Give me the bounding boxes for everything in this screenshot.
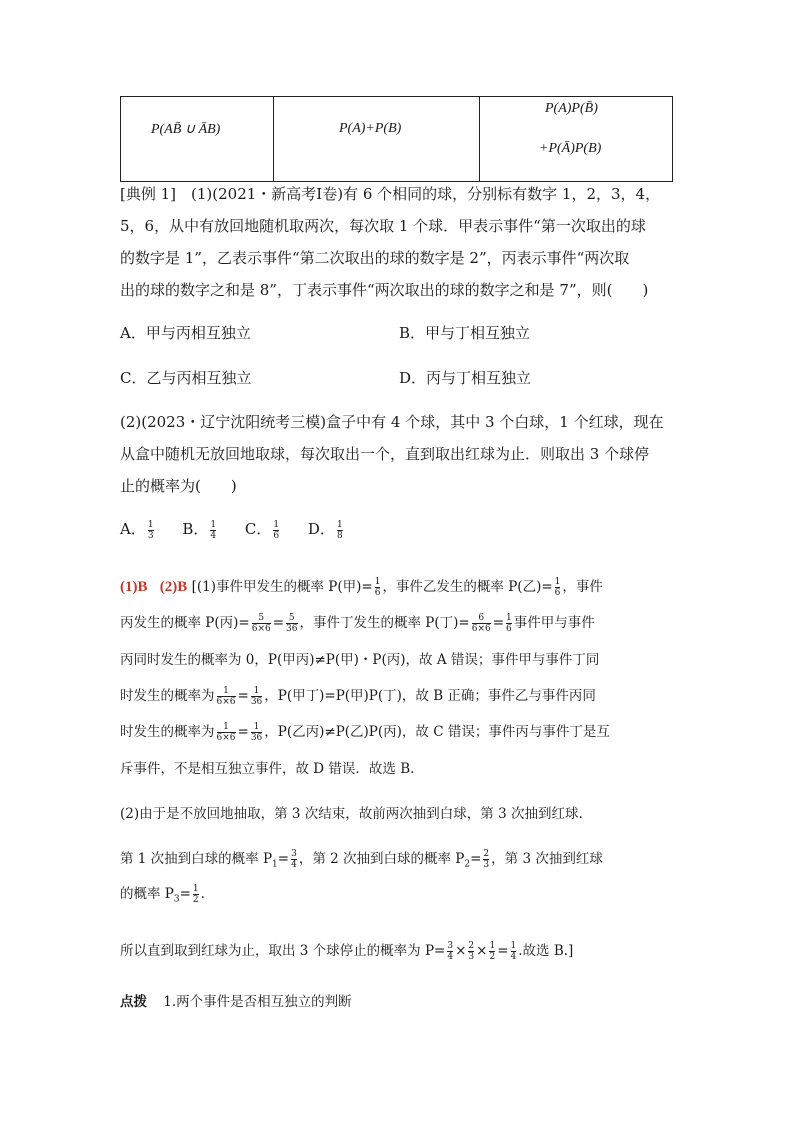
table-divider	[479, 97, 480, 181]
solution-line: 时发生的概率为 $\frac{1}{6\times 6}$ = $\frac{1}{36}$ ，P(乙丙)≠P(乙)P(丙)，故 C 错误；事件丙与事件丁是互	[120, 722, 610, 743]
solution2-line: 所以直到取到红球为止，取出 3 个球停止的概率为 P= $\frac{3}{4}$ × $\frac{2}{3}$ × $\frac{1}{2}$ = $\frac{1}{4}$ .故选 B.]	[120, 941, 574, 962]
option-b: B．甲与丁相互独立	[399, 324, 531, 342]
table-cell-1: P(AB̄ ∪ ĀB)	[151, 122, 221, 137]
question2-options	[120, 518, 345, 541]
solution2-line: 的概率 $P_3=$ $\frac{1}{2}$ .	[120, 884, 205, 905]
option-d: D．丙与丁相互独立	[399, 369, 532, 387]
example-line: 出的球的数字之和是 8”，丁表示事件“两次取出的球的数字之和是 7”，则( )	[120, 281, 649, 299]
example-line: 5，6，从中有放回地随机取两次，每次取 1 个球．甲表示事件“第一次取出的球	[120, 217, 646, 235]
tip-text: 1.两个事件是否相互独立的判断	[163, 994, 352, 1010]
solution2-line: (2)由于是不放回地抽取，第 3 次结束，故前两次抽到白球，第 3 次抽到红球.	[120, 806, 583, 822]
probability-table	[120, 96, 673, 182]
tip-line	[120, 990, 352, 1010]
option-a: A．甲与丙相互独立	[120, 324, 251, 342]
example-line: [典例 1] (1)(2021・新高考Ⅰ卷)有 6 个相同的球，分别标有数字 1，2，3，4，	[120, 185, 661, 203]
q2-option-b: B． $\frac{1}{4}$	[182, 519, 217, 541]
option-c: C．乙与丙相互独立	[120, 369, 252, 387]
solution-line: (1)B (2)B [(1)事件甲发生的概率 P(甲)= $\frac{1}{6}$ ，事件乙发生的概率 P(乙)= $\frac{1}{6}$ ，事件	[120, 577, 603, 598]
table-cell-2: P(A)+P(B)	[339, 121, 402, 136]
solution-line: 丙发生的概率 P(丙)= $\frac{5}{6\times 6}$ = $\frac{5}{36}$ ，事件丁发生的概率 P(丁)= $\frac{6}{6\times 6}$ = $\frac{1}{6}$ 事件甲与事件	[120, 613, 595, 634]
question2-line: (2)(2023・辽宁沈阳统考三模)盒子中有 4 个球，其中 3 个白球，1 个红球，现在	[120, 413, 664, 431]
example-line: 的数字是 1”，乙表示事件“第二次取出的球的数字是 2”，丙表示事件“两次取	[120, 249, 630, 267]
answer-2: (2)B	[159, 579, 188, 595]
tip-label: 点拨	[120, 994, 147, 1010]
table-cell-3-line1: P(A)P(B̄)	[545, 101, 598, 116]
question2-line: 从盒中随机无放回地取球，每次取出一个，直到取出红球为止．则取出 3 个球停	[120, 445, 650, 463]
table-cell-3-line2: +P(Ā)P(B)	[539, 141, 602, 156]
table-divider	[273, 97, 274, 181]
solution-line: 斥事件，不是相互独立事件，故 D 错误．故选 B.	[120, 761, 415, 777]
q2-option-a: A． $\frac{1}{3}$	[120, 519, 154, 541]
q2-option-c: C． $\frac{1}{6}$	[244, 519, 280, 541]
solution-line: 丙同时发生的概率为 0，P(甲丙)≠P(甲)・P(丙)，故 A 错误；事件甲与事件丁同	[120, 652, 600, 668]
solution-line: 时发生的概率为 $\frac{1}{6\times 6}$ = $\frac{1}{36}$ ，P(甲丁)=P(甲)P(丁)，故 B 正确；事件乙与事件丙同	[120, 686, 596, 707]
solution2-line: 第 1 次抽到白球的概率 $P_1=$ $\frac{3}{4}$ ，第 2 次抽到白球的概率 $P_2=$ $\frac{2}{3}$ ，第 3 次抽到红球	[120, 849, 603, 870]
answer-1: (1)B	[120, 579, 148, 595]
question2-line: 止的概率为( )	[120, 477, 237, 495]
q2-option-d: D． $\frac{1}{8}$	[307, 519, 343, 541]
